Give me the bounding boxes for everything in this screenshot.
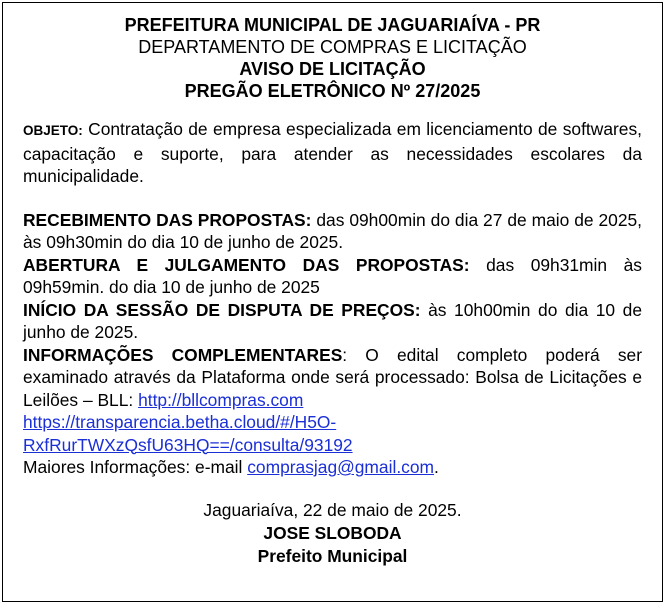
recebimento-text: das 09h00min do dia 27 de maio de 2025, às 09h30min do dia 10 de junho de 2025. — [23, 209, 642, 252]
inicio-paragraph — [23, 299, 642, 344]
inicio-text: às 10h00min do dia 10 de junho de 2025. — [23, 299, 643, 342]
transparencia-paragraph — [23, 411, 642, 456]
informacoes-text: : O edital completo poderá ser examinado através da Plataforma onde será processado: Bolsa de Licitações e Leilões – BLL: — [23, 344, 642, 410]
objeto-text: Contratação de empresa especializada em licenciamento de softwares, capacitação e suporte, para atender as necessidades escolares da municipalidade. — [23, 119, 642, 186]
notice-frame — [2, 2, 663, 602]
abertura-label: ABERTURA E JULGAMENTO DAS PROPOSTAS: — [23, 254, 470, 275]
email-link[interactable]: comprasjag@gmail.com — [247, 457, 435, 477]
signature-block — [3, 499, 662, 568]
maiores-informacoes-paragraph — [23, 456, 642, 479]
abertura-text: das 09h31min às 09h59min. do dia 10 de junho de 2025 — [23, 254, 642, 297]
notice-title: AVISO DE LICITAÇÃO — [239, 59, 426, 79]
abertura-paragraph — [23, 254, 642, 299]
recebimento-label: RECEBIMENTO DAS PROPOSTAS: — [23, 209, 312, 230]
recebimento-paragraph — [23, 209, 642, 254]
department-title: DEPARTAMENTO DE COMPRAS E LICITAÇÃO — [138, 37, 527, 57]
maiores-informacoes-text: Maiores Informações: e-mail — [23, 457, 248, 477]
place-date: Jaguariaíva, 22 de maio de 2025. — [203, 499, 462, 520]
objeto-label: OBJETO: — [23, 123, 83, 138]
informacoes-paragraph — [23, 344, 642, 412]
email-period: . — [434, 457, 439, 477]
signatory-name: JOSE SLOBODA — [263, 522, 402, 543]
transparencia-link-part2[interactable]: RxfRurTWXzQsfU63HQ==/consulta/93192 — [23, 434, 353, 455]
bll-link[interactable]: http://bllcompras.com — [138, 389, 304, 410]
notice-body — [23, 118, 642, 479]
informacoes-label: INFORMAÇÕES COMPLEMENTARES — [23, 344, 343, 365]
municipality-title: PREFEITURA MUNICIPAL DE JAGUARIAÍVA - PR — [124, 15, 541, 35]
auction-number: PREGÃO ELETRÔNICO Nº 27/2025 — [184, 81, 481, 101]
objeto-paragraph — [23, 118, 642, 188]
transparencia-link-part1[interactable]: https://transparencia.betha.cloud/#/H5O- — [23, 412, 337, 432]
signatory-title: Prefeito Municipal — [257, 545, 408, 566]
inicio-label: INÍCIO DA SESSÃO DE DISPUTA DE PREÇOS: — [23, 299, 421, 320]
